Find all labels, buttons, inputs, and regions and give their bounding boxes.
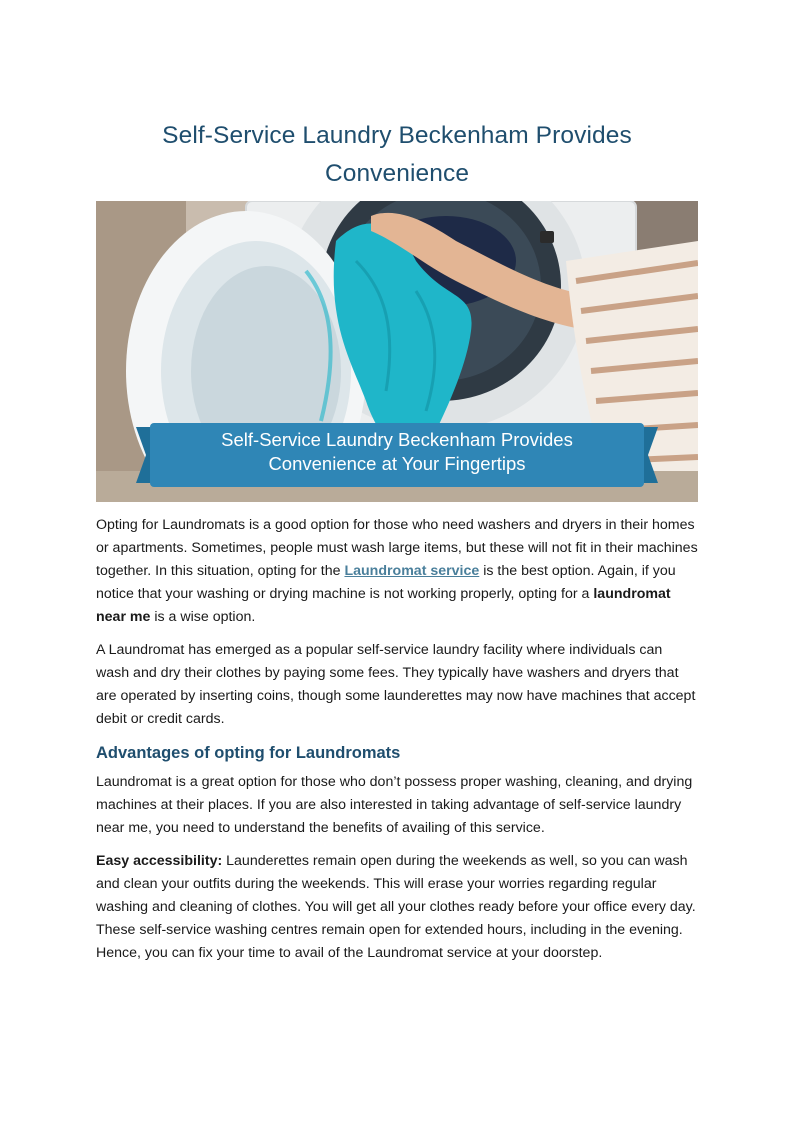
paragraph-intro-text-c: is a wise option.: [150, 609, 256, 625]
hero-image: [96, 201, 698, 502]
hero-banner-line2: Convenience at Your Fingertips: [268, 453, 526, 474]
paragraph-advantages-intro: Laundromat is a great option for those who don’t possess proper washing, cleaning, and drying machines at their places. If you are also interested in taking advantage of self-service laundry near me, you need to understand the benefits of availing of this service.: [96, 774, 693, 836]
page-title-line1: Self-Service Laundry Beckenham Provides Convenience: [162, 122, 632, 187]
article-body: [96, 514, 698, 975]
paragraph-intro-text-a: Opting for Laundromats is a good option for those who need washers and dryers in their homes or apartments. Sometimes, people must wash large items, but these will not fit in their machines together. In this situation, opting for the: [96, 517, 698, 579]
easy-accessibility-label: Easy accessibility:: [96, 853, 223, 869]
laundromat-near-me-bold: laundromat near me: [96, 586, 671, 625]
hero-banner-text: [156, 428, 638, 476]
laundromat-service-link[interactable]: Laundromat service: [344, 563, 480, 579]
paragraph-intro: [96, 514, 698, 629]
section-heading-advantages: Advantages of opting for Laundromats: [96, 744, 401, 762]
easy-accessibility-text: Launderettes remain open during the weekends as well, so you can wash and clean your outfits during the weekends. This will erase your worries regarding regular washing and cleaning of clothes. You will get all your clothes ready before your office every day. These self-service washing centres remain open for extended hours, including in the evening. Hence, you can fix your time to avail of the Laundromat service at your doorstep.: [96, 853, 696, 961]
hero-banner-line1: Self-Service Laundry Beckenham Provides: [221, 429, 573, 450]
paragraph-intro-text-b: is the best option. Again, if you notice that your washing or drying machine is not working properly, opting for a: [96, 563, 676, 602]
paragraph-easy-accessibility: [96, 850, 698, 965]
paragraph-laundromat-definition: A Laundromat has emerged as a popular self-service laundry facility where individuals can wash and dry their clothes by paying some fees. They typically have washers and dryers that are operated by inserting coins, though some launderettes may now have machines that accept debit or credit cards.: [96, 642, 696, 727]
